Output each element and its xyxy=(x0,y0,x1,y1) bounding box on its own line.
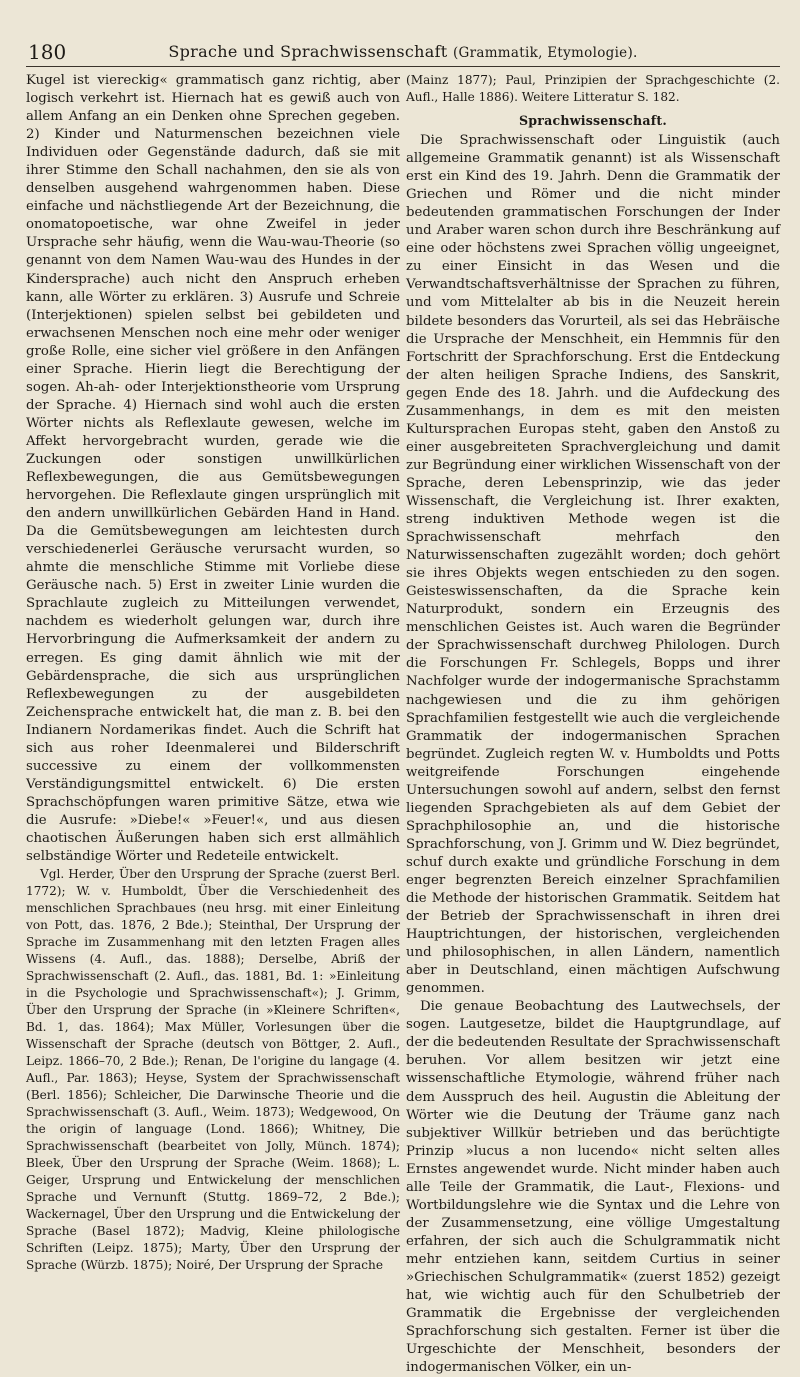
bibliography-continuation: (Mainz 1877); Paul, Prinzipien der Sprachgeschichte (2. Aufl., Halle 1886). Weitere Litteratur S. 182. xyxy=(406,73,780,104)
body-paragraph: Die genaue Beobachtung des Lautwechsels, der sogen. Lautgesetze, bildet die Hauptgrundlage, auf der die bedeutenden Resultate der Sprachwissenschaft beruhen. Vor allem besitzen wir jetzt eine wissenschaftliche Etymologie, während früher nach dem Ausspruch des heil. Augustin die Ableitung der Wörter wie die Deutung der Träume ganz nach subjektiver Willkür betrieben und das berüchtigte Prinzip »lucus a non lucendo« nicht selten alles Ernstes angewendet wurde. Nicht minder haben auch alle Teile der Grammatik, die Laut-, Flexions- und Wortbildungslehre wie die Syntax und die Lehre von der Zusammensetzung, eine völlige Umgestaltung erfahren, der sich auch die Schulgrammatik nicht mehr entziehen kann, seitdem Curtius in seiner »Griechischen Schulgrammatik« (zuerst 1852) gezeigt hat, wie wichtig auch für den Schulbetrieb der Grammatik die Ergebnisse der vergleichenden Sprachforschung sich gestalten. Ferner ist über die Urgeschichte der Menschheit, besonders der indogermanischen Völker, ein un- xyxy=(406,999,780,1376)
body-paragraph: Die Sprachwissenschaft oder Linguistik (auch allgemeine Grammatik genannt) ist als Wissenschaft erst ein Kind des 19. Jahrh. Denn die Grammatik der Griechen und Römer und die nicht minder bedeutenden grammatischen Forschungen der Inder und Araber waren schon durch ihre Beschränkung auf eine oder höchstens zwei Sprachen völlig ungeeignet, zu einer Einsicht in das Wesen und die Verwandtschaftsverhältnisse der Sprachen zu führen, und vom Mittelalter ab bis in die Neuzeit herein bildete besonders das Vorurteil, als sei das Hebräische die Ursprache der Menschheit, ein Hemmnis für den Fortschritt der Sprachforschung. Erst die Entdeckung der alten heiligen Sprache Indiens, des Sanskrit, gegen Ende des 18. Jahrh. und die Aufdeckung des Zusammenhangs, in dem es mit den meisten Kultursprachen Europas steht, gaben den Anstoß zu einer ausgebreiteten Sprachvergleichung und damit zur Begründung einer wirklichen Wissenschaft von der Sprache, deren Lebensprinzip, wie das jeder Wissenschaft, die Vergleichung ist. Ihrer exakten, streng induktiven Methode wegen ist die Sprachwissenschaft mehrfach den Naturwissenschaften zugezählt worden; doch gehört sie ihres Objekts wegen entschieden zu den sogen. Geisteswissenschaften, da die Sprache kein Naturprodukt, sondern ein Erzeugnis des menschlichen Geistes ist. Auch waren die Begründer der Sprachwissenschaft durchweg Philologen. Durch die Forschungen Fr. Schlegels, Bopps und ihrer Nachfolger wurde der indogermanische Sprachstamm nachgewiesen und die zu ihm gehörigen Sprachfamilien festgestellt wie auch die vergleichende Grammatik der indogermanischen Sprachen begründet. Zugleich regten W. v. Humboldts und Potts weitgreifende Forschungen eingehende Untersuchungen sowohl auf andern, selbst den fernst liegenden Sprachgebieten als auf dem Gebiet der Sprachphilosophie an, und die historische Sprachforschung, von J. Grimm und W. Diez begründet, schuf durch exakte und gründliche Forschung in dem enger begrenzten Bereich einzelner Sprachfamilien die Methode der historischen Grammatik. Seitdem hat der Betrieb der Sprachwissenschaft in ihren drei Hauptrichtungen, der historischen, vergleichenden und philosophischen, in allen Ländern, namentlich aber in Deutschland, einen mächtigen Aufschwung genommen. xyxy=(406,133,780,997)
running-head-subtitle: (Grammatik, Etymologie). xyxy=(452,45,638,61)
bibliography-paragraph: Vgl. Herder, Über den Ursprung der Sprache (zuerst Berl. 1772); W. v. Humboldt, Über die Verschiedenheit des menschlichen Sprachbaues (neu hrsg. mit einer Einleitung von Pott, das. 1876, 2 Bde.); Steinthal, Der Ursprung der Sprache im Zusammenhang mit den letzten Fragen alles Wissens (4. Aufl., das. 1888); Derselbe, Abriß der Sprachwissenschaft (2. Aufl., das. 1881, Bd. 1: »Einleitung in die Psychologie und Sprachwissenschaft«); J. Grimm, Über den Ursprung der Sprache (in »Kleinere Schriften«, Bd. 1, das. 1864); Max Müller, Vorlesungen über die Wissenschaft der Sprache (deutsch von Böttger, 2. Aufl., Leipz. 1866–70, 2 Bde.); Renan, De l'origine du langage (4. Aufl., Par. 1863); Heyse, System der Sprachwissenschaft (Berl. 1856); Schleicher, Die Darwinsche Theorie und die Sprachwissenschaft (3. Aufl., Weim. 1873); Wedgewood, On the origin of language (Lond. 1866); Whitney, Die Sprachwissenschaft (bearbeitet von Jolly, Münch. 1874); Bleek, Über den Ursprung der Sprache (Weim. 1868); L. Geiger, Ursprung und Entwickelung der menschlichen Sprache und Vernunft (Stuttg. 1869–72, 2 Bde.); Wackernagel, Über den Ursprung und die Entwickelung der Sprache (Basel 1872); Madvig, Kleine philologische Schriften (Leipz. 1875); Marty, Über den Ursprung der Sprache (Würzb. 1875); Noiré, Der Ursprung der Sprache xyxy=(26,867,400,1273)
running-head xyxy=(26,42,780,61)
page-header xyxy=(26,36,780,67)
body-paragraph: Kugel ist viereckig« grammatisch ganz richtig, aber logisch verkehrt ist. Hiernach hat es gewiß auch von allem Anfang an ein Denken ohne Sprechen gegeben. 2) Kinder und Naturmenschen bezeichnen viele Individuen oder Gegenstände dadurch, daß sie mit ihrer Stimme den Schall nachahmen, den sie als von denselben ausgehend wahrgenommen haben. Diese einfache und nächstliegende Art der Bezeichnung, die onomatopoetische, war ohne Zweifel in jeder Ursprache sehr häufig, wenn die Wau-wau-Theorie (so genannt von dem Namen Wau-wau des Hundes in der Kindersprache) auch nicht den Anspruch erheben kann, alle Wörter zu erklären. 3) Ausrufe und Schreie (Interjektionen) spielen selbst bei gebildeten und erwachsenen Menschen noch eine mehr oder weniger große Rolle, eine sicher viel größere in den Anfängen einer Sprache. Hierin liegt die Berechtigung der sogen. Ah-ah- oder Interjektionstheorie vom Ursprung der Sprache. 4) Hiernach sind wohl auch die ersten Wörter nichts als Reflexlaute gewesen, welche im Affekt hervorgebracht wurden, gerade wie die Zuckungen oder sonstigen unwillkürlichen Reflexbewegungen, die aus Gemütsbewegungen hervorgehen. Die Reflexlaute gingen ursprünglich mit den andern unwillkürlichen Gebärden Hand in Hand. Da die Gemütsbewegungen am leichtesten durch verschiedenerlei Geräusche verursacht wurden, so ahmte die menschliche Stimme mit Vorliebe diese Geräusche nach. 5) Erst in zweiter Linie wurden die Sprachlaute zugleich zu Mitteilungen verwendet, nachdem es wiederholt gelungen war, durch ihre Hervorbringung die Aufmerksamkeit der andern zu erregen. Es ging damit ähnlich wie mit der Gebärdensprache, die sich aus ursprünglichen Reflexbewegungen zu der ausgebildeten Zeichensprache entwickelt hat, die man z. B. bei den Indianern Nordamerikas findet. Auch die Schrift hat sich aus roher Ideenmalerei und Bilderschrift successive zu einem der vollkommensten Verständigungsmittel entwickelt. 6) Die ersten Sprachschöpfungen waren primitive Sätze, etwa wie die Ausrufe: »Diebe!« »Feuer!«, und aus diesen chaotischen Äußerungen haben sich erst allmählich selbständige Wörter und Redeteile entwickelt. xyxy=(26,73,400,865)
page-number: 180 xyxy=(28,40,67,64)
section-heading: Sprachwissenschaft. xyxy=(519,113,667,128)
running-head-title: Sprache und Sprachwissenschaft xyxy=(168,42,448,61)
left-column xyxy=(26,72,400,1377)
two-column-body xyxy=(26,72,780,1377)
right-column xyxy=(406,72,780,1377)
